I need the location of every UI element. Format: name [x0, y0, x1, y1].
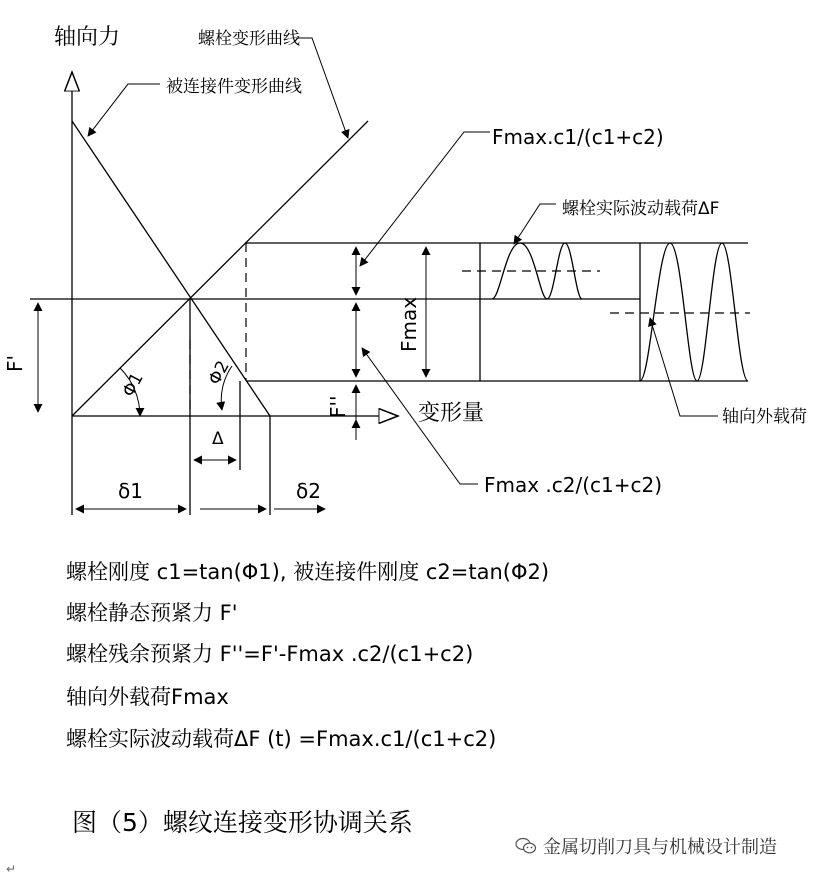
figure-caption: 图（5）螺纹连接变形协调关系: [72, 808, 413, 837]
formula-static-preload: 螺栓静态预紧力 F': [66, 601, 238, 625]
fmax-c2-label: Fmax .c2/(c1+c2): [484, 473, 663, 497]
fmax-label: Fmax: [397, 296, 421, 352]
dynamic-load-label: 螺栓实际波动载荷ΔF: [562, 199, 720, 219]
phi1-label: Φ1: [118, 369, 148, 401]
delta2-label: δ2: [296, 479, 321, 503]
external-load-leader: [650, 318, 718, 416]
fmax-c1-leader: [360, 132, 490, 266]
external-load-label: 轴向外载荷: [722, 407, 807, 427]
bolt-curve-leader: [298, 38, 348, 138]
watermark: [515, 833, 777, 859]
bolt-curve-label: 螺栓变形曲线: [198, 29, 300, 49]
watermark-text: 金属切削刀具与机械设计制造: [543, 837, 777, 858]
formula-residual-preload: 螺栓残余预紧力 F''=F'-Fmax .c2/(c1+c2): [66, 642, 474, 666]
joint-deformation-line: [72, 121, 270, 416]
dynamic-load-leader: [514, 204, 556, 244]
f-double-prime-label: F'': [326, 395, 350, 418]
joint-curve-label: 被连接件变形曲线: [166, 77, 302, 97]
joint-curve-leader: [88, 84, 160, 136]
delta1-label: δ1: [118, 479, 143, 503]
axis-x-label: 变形量: [418, 401, 485, 426]
paragraph-mark: ↵: [6, 862, 17, 876]
formula-dynamic-load: 螺栓实际波动载荷ΔF (t) =Fmax.c1/(c1+c2): [66, 727, 497, 751]
large-wave-curve: [640, 243, 748, 381]
formula-external-load: 轴向外载荷Fmax: [66, 685, 229, 709]
phi2-label: Φ2: [204, 357, 234, 389]
formula-stiffness: 螺栓刚度 c1=tan(Φ1), 被连接件刚度 c2=tan(Φ2): [66, 560, 550, 584]
wechat-icon: [515, 837, 537, 855]
fmax-c1-label: Fmax.c1/(c1+c2): [492, 125, 664, 149]
axis-y-label: 轴向力: [54, 25, 121, 50]
delta-label: Δ: [212, 429, 224, 449]
f-prime-label: F': [3, 354, 27, 372]
